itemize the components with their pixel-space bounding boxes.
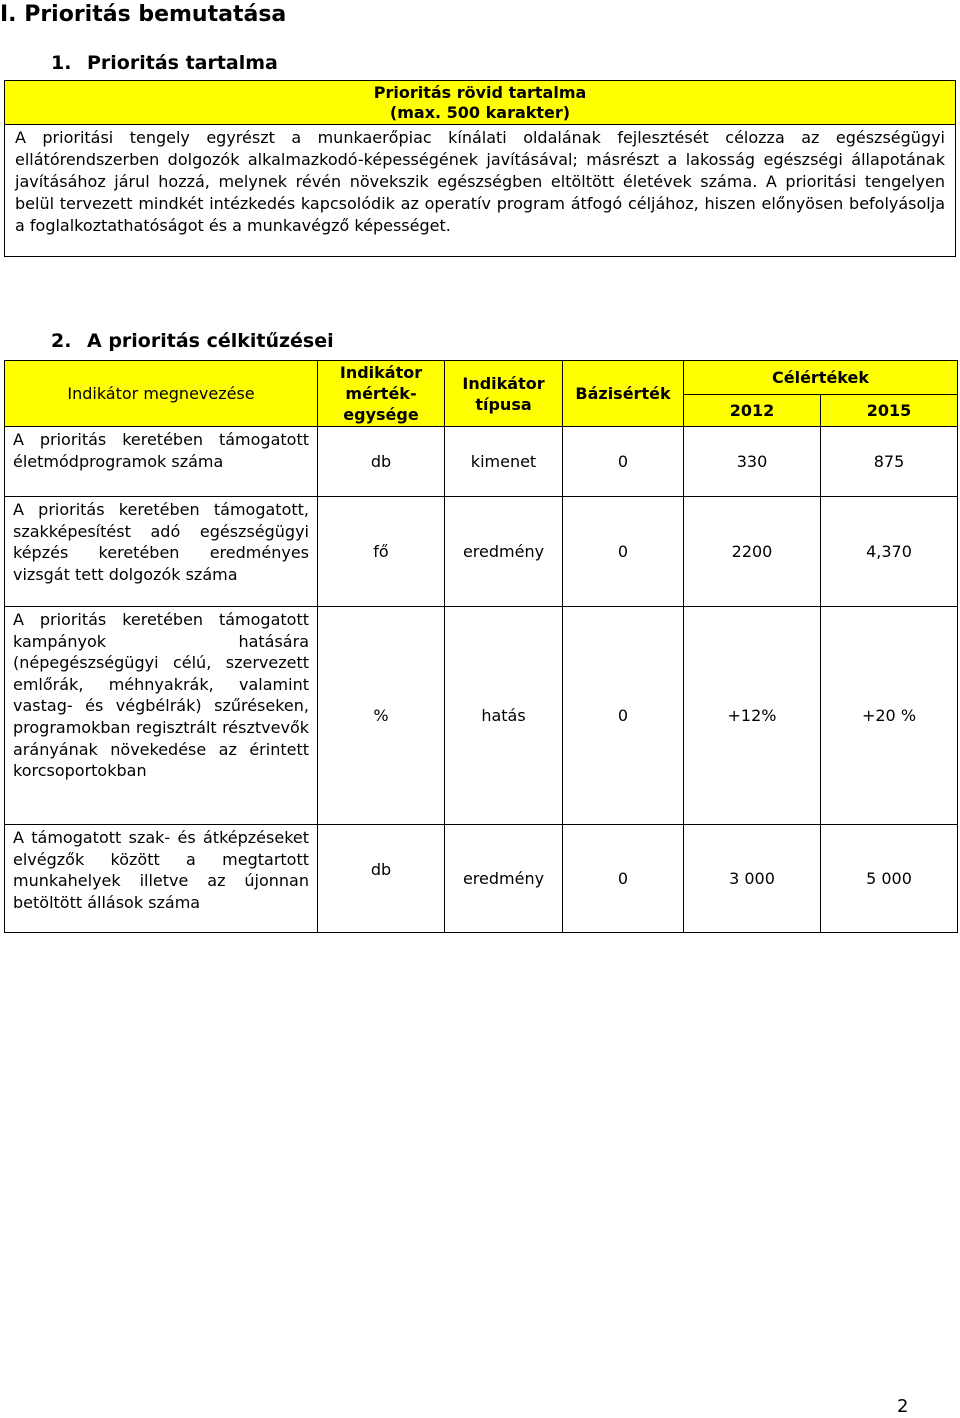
subsection-heading-content [51, 50, 278, 76]
header-indicator-name: Indikátor megnevezése [5, 361, 318, 427]
subsection-number: 2. [51, 330, 72, 352]
header-indicator-type-text: Indikátor típusa [462, 373, 545, 414]
header-year-2012: 2012 [684, 395, 821, 427]
summary-header [5, 81, 955, 125]
table-row [5, 607, 958, 825]
indicator-unit-text: db [370, 860, 392, 879]
priority-summary-box [4, 80, 956, 257]
indicator-name: A prioritás keretében támogatott életmódprogramok száma [5, 427, 318, 497]
target-2012: 3 000 [684, 825, 821, 933]
indicator-type: eredmény [445, 497, 563, 607]
table-row [5, 427, 958, 497]
header-base-value: Bázisérték [563, 361, 684, 427]
indicator-unit: % [318, 607, 445, 825]
summary-text: A prioritási tengely egyrészt a munkaerőpiac kínálati oldalának fejlesztését célozza az egészségügyi ellátórendszerben dolgozók alkalmazkodó-képességének javításával; másrészt a lakosság egészségi állapotának javításához járul hozzá, melynek révén növekszik egészségben eltöltött életévek száma. A prioritási tengelyen belül tervezett mindkét intézkedés kapcsolódik az operatív program átfogó céljához, hiszen előnyösen befolyásolja a foglalkoztathatóságot és a munkavégző képességet. [15, 128, 945, 235]
header-year-2015: 2015 [821, 395, 958, 427]
indicator-name: A támogatott szak- és átképzéseket elvégzők között a megtartott munkahelyek illetve az újonnan betöltött állások száma [5, 825, 318, 933]
indicator-name: A prioritás keretében támogatott, szakképesítést adó egészségügyi képzés keretében eredményes vizsgát tett dolgozók száma [5, 497, 318, 607]
subsection-title: A prioritás célkitűzései [87, 330, 334, 352]
header-target-values: Célértékek [684, 361, 958, 395]
summary-header-limit: (max. 500 karakter) [389, 103, 571, 122]
indicator-unit: fő [318, 497, 445, 607]
base-value: 0 [563, 497, 684, 607]
target-2012: 330 [684, 427, 821, 497]
header-indicator-unit [318, 361, 445, 427]
header-indicator-unit-text: Indikátor mérték-egysége [339, 363, 423, 424]
table-row [5, 825, 958, 933]
base-value: 0 [563, 607, 684, 825]
indicator-unit [318, 825, 445, 933]
indicator-type: eredmény [445, 825, 563, 933]
indicator-type: hatás [445, 607, 563, 825]
target-2015: 4,370 [821, 497, 958, 607]
base-value: 0 [563, 427, 684, 497]
table-row [5, 497, 958, 607]
section-title: I. Prioritás bemutatása [0, 2, 287, 27]
target-2015: 5 000 [821, 825, 958, 933]
subsection-number: 1. [51, 52, 72, 74]
page-number: 2 [897, 1396, 909, 1417]
indicator-table [4, 360, 958, 933]
target-2015: +20 % [821, 607, 958, 825]
target-2015: 875 [821, 427, 958, 497]
header-indicator-type [445, 361, 563, 427]
target-2012: 2200 [684, 497, 821, 607]
summary-header-title: Prioritás rövid tartalma [373, 83, 587, 102]
base-value: 0 [563, 825, 684, 933]
indicator-name: A prioritás keretében támogatott kampányok hatására (népegészségügyi célú, szervezett emlőrák, méhnyakrák, valamint vastag- és végbélrák) szűréseken, programokban regisztrált résztvevők arányának növekedése az érintett korcsoportokban [5, 607, 318, 825]
subsection-heading-objectives [51, 328, 334, 354]
indicator-unit: db [318, 427, 445, 497]
indicator-type: kimenet [445, 427, 563, 497]
subsection-title: Prioritás tartalma [87, 52, 278, 74]
target-2012: +12% [684, 607, 821, 825]
